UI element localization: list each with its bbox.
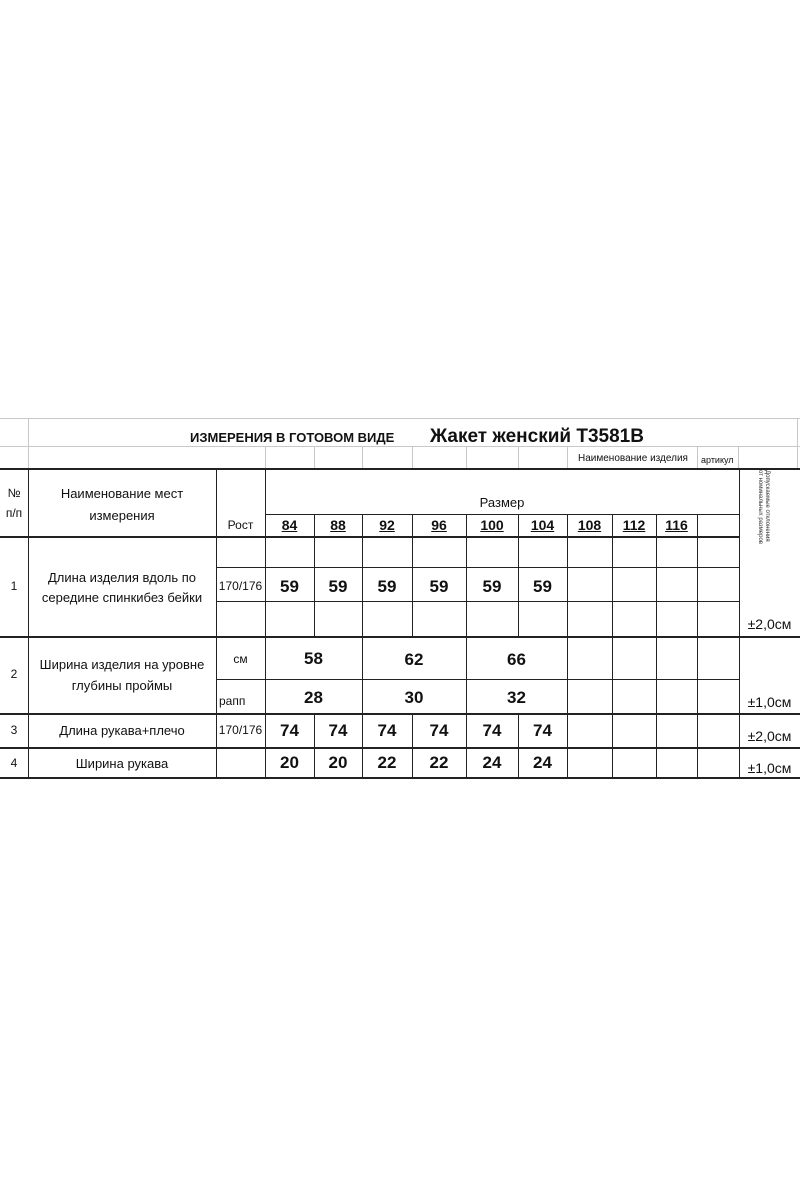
article-label: артикул bbox=[701, 455, 734, 465]
table-border bbox=[612, 514, 613, 777]
size-header: 112 bbox=[622, 517, 646, 533]
table-border bbox=[216, 567, 740, 568]
table-border bbox=[216, 601, 740, 602]
table-border bbox=[518, 514, 519, 637]
table-border bbox=[265, 514, 739, 515]
row-value: 30 bbox=[404, 688, 424, 707]
col-size: Размер bbox=[479, 495, 525, 510]
size-header: 116 bbox=[665, 517, 688, 533]
row-tolerance: ±1,0см bbox=[747, 694, 792, 710]
product-name-label: Наименование изделия bbox=[578, 453, 688, 464]
row-value: 20 bbox=[280, 753, 299, 772]
row-height: 170/176 bbox=[218, 579, 263, 593]
row-value: 22 bbox=[377, 753, 397, 772]
row-value: 24 bbox=[533, 753, 552, 772]
row-no: 1 bbox=[10, 579, 18, 593]
size-header: 84 bbox=[281, 517, 298, 533]
row-tolerance: ±2,0см bbox=[747, 616, 792, 632]
row-name-line1: Длина изделия вдоль по bbox=[47, 570, 197, 585]
row-name-line2: глубины проймы bbox=[71, 678, 173, 693]
row-height: 170/176 bbox=[218, 723, 263, 737]
grid-line bbox=[0, 418, 800, 419]
row-value: 59 bbox=[482, 577, 502, 596]
grid-line bbox=[697, 446, 698, 468]
table-border bbox=[0, 536, 740, 538]
grid-line bbox=[567, 446, 568, 468]
row-no: 2 bbox=[10, 667, 18, 681]
col-no-line1: № bbox=[7, 486, 21, 500]
row-value: 74 bbox=[533, 721, 552, 740]
table-border bbox=[0, 777, 800, 779]
grid-line bbox=[738, 446, 739, 468]
grid-line bbox=[362, 446, 363, 468]
row-no: 3 bbox=[10, 723, 18, 737]
row-value: 32 bbox=[507, 688, 526, 707]
table-border bbox=[0, 636, 800, 638]
row-value: 74 bbox=[377, 721, 397, 740]
table-border bbox=[412, 514, 413, 637]
row-unit-cm: см bbox=[233, 652, 248, 666]
col-place-line1: Наименование мест bbox=[60, 486, 184, 501]
row-tolerance: ±1,0см bbox=[747, 760, 792, 776]
row-value: 59 bbox=[377, 577, 397, 596]
row-value: 58 bbox=[304, 649, 323, 668]
row-value: 62 bbox=[404, 650, 424, 669]
row-value: 22 bbox=[429, 753, 449, 772]
grid-line bbox=[466, 446, 467, 468]
row-name-line2: середине спинкибез бейки bbox=[41, 590, 203, 605]
col-place-line2: измерения bbox=[89, 508, 155, 523]
row-value: 59 bbox=[429, 577, 449, 596]
row-name: Длина рукава+плечо bbox=[59, 723, 185, 738]
table-border bbox=[567, 514, 568, 777]
table-border bbox=[0, 713, 800, 715]
col-height: Рост bbox=[227, 518, 254, 532]
grid-line bbox=[0, 446, 800, 447]
table-border bbox=[314, 514, 315, 637]
row-value: 20 bbox=[328, 753, 348, 772]
row-value: 74 bbox=[429, 721, 449, 740]
product-title: Жакет женский Т3581В bbox=[430, 426, 644, 447]
size-header: 92 bbox=[379, 517, 395, 533]
table-border bbox=[656, 514, 657, 777]
row-name: Ширина рукава bbox=[75, 756, 169, 771]
row-value: 74 bbox=[280, 721, 299, 740]
row-tolerance: ±2,0см bbox=[747, 728, 792, 744]
row-value: 59 bbox=[280, 577, 299, 596]
col-no-line2: п/п bbox=[5, 506, 23, 520]
row-value: 66 bbox=[507, 650, 526, 669]
row-unit-rapp: рапп bbox=[219, 694, 246, 708]
size-header: 104 bbox=[530, 517, 555, 533]
table-border bbox=[216, 679, 740, 680]
table-border bbox=[0, 468, 800, 470]
grid-line bbox=[412, 446, 413, 468]
grid-line bbox=[797, 418, 798, 468]
row-name-line1: Ширина изделия на уровне bbox=[39, 657, 205, 672]
table-border bbox=[697, 514, 698, 777]
row-no: 4 bbox=[10, 756, 18, 770]
col-tolerance: Допускаемые отклонения от номинальных размеров bbox=[757, 470, 770, 544]
measurements-title: ИЗМЕРЕНИЯ В ГОТОВОМ ВИДЕ bbox=[190, 430, 395, 445]
size-header: 100 bbox=[480, 517, 504, 533]
row-value: 59 bbox=[328, 577, 348, 596]
table-border bbox=[0, 747, 800, 749]
row-value: 74 bbox=[328, 721, 348, 740]
grid-line bbox=[265, 446, 266, 468]
grid-line bbox=[518, 446, 519, 468]
row-value: 74 bbox=[482, 721, 502, 740]
grid-line bbox=[28, 418, 29, 468]
row-value: 28 bbox=[304, 688, 323, 707]
size-header: 88 bbox=[330, 517, 346, 533]
size-header: 96 bbox=[431, 517, 447, 533]
grid-line bbox=[314, 446, 315, 468]
row-value: 59 bbox=[533, 577, 552, 596]
size-header: 108 bbox=[577, 517, 602, 533]
row-value: 24 bbox=[482, 753, 502, 772]
